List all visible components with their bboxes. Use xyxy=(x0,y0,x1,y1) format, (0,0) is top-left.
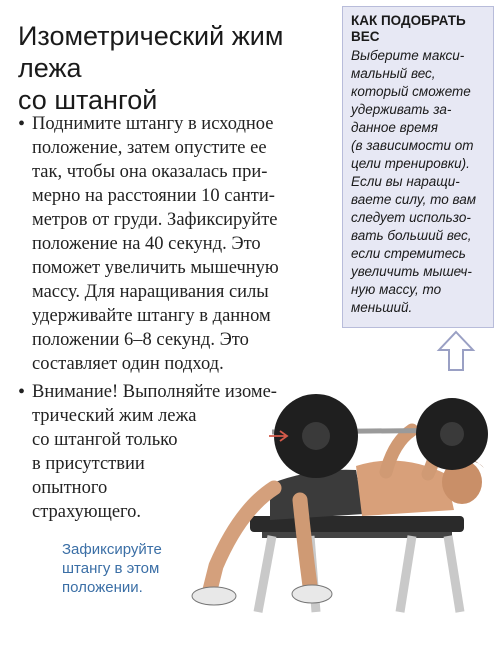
caption-line: штангу в этом xyxy=(62,560,160,577)
bullet-line: мерно на расстоянии 10 санти- xyxy=(32,186,275,206)
illustration-caption xyxy=(62,540,162,597)
bullet-line: так, чтобы она оказалась при- xyxy=(32,162,268,182)
sidebar-line: Выберите макси- xyxy=(351,48,465,63)
sidebar-line: следует использо- xyxy=(351,210,471,225)
right-arrow-icon xyxy=(268,430,290,442)
bullet-line: в присутствии xyxy=(32,454,145,474)
sidebar-title-line: ВЕС xyxy=(351,29,380,44)
sidebar-line: меньший. xyxy=(351,300,413,315)
sidebar-title xyxy=(351,13,485,45)
bullet-line: составляет один подход. xyxy=(32,354,224,374)
title-line: со штангой xyxy=(18,85,158,115)
sidebar-line: цели тренировки). xyxy=(351,156,470,171)
bullet-line: • Поднимите штангу в исходное xyxy=(32,114,274,134)
sidebar-line: если стремитесь xyxy=(351,246,466,261)
sidebar-line: который сможете xyxy=(351,84,471,99)
sidebar-line: удерживать за- xyxy=(351,102,452,117)
sidebar-line: (в зависимости от xyxy=(351,138,474,153)
weight-tip-sidebar xyxy=(342,6,494,328)
sidebar-line: мальный вес, xyxy=(351,66,436,81)
bullet-line: опытного xyxy=(32,478,108,498)
caption-line: Зафиксируйте xyxy=(62,541,162,558)
sidebar-line: данное время xyxy=(351,120,438,135)
sidebar-line: ную массу, то xyxy=(351,282,442,297)
bullet-line: со штангой только xyxy=(32,430,178,450)
bullet-line: положении 6–8 секунд. Это xyxy=(32,330,249,350)
title-line: Изометрический жим xyxy=(18,21,284,51)
sidebar-line: Если вы наращи- xyxy=(351,174,460,189)
bench-press-illustration xyxy=(150,390,504,640)
sidebar-line: увеличить мышеч- xyxy=(351,264,472,279)
sidebar-title-line: КАК ПОДОБРАТЬ xyxy=(351,13,466,28)
up-arrow-outline-icon xyxy=(436,330,476,372)
bullet-line: удерживайте штангу в данном xyxy=(32,306,271,326)
bullet-line: положение на 40 секунд. Это xyxy=(32,234,261,254)
sidebar-line: вать больший вес, xyxy=(351,228,472,243)
sidebar-line: ваете силу, то вам xyxy=(351,192,477,207)
bullet-line: • Внимание! Выполняйте изоме- xyxy=(32,382,277,402)
title-line: лежа xyxy=(18,53,82,83)
bullet-line: метров от груди. Зафиксируйте xyxy=(32,210,278,230)
bullet-line: положение, затем опустите ее xyxy=(32,138,267,158)
bench xyxy=(250,516,464,612)
caption-line: положении. xyxy=(62,579,143,596)
article-title xyxy=(18,20,336,116)
bullet-line: страхующего. xyxy=(32,502,142,522)
sidebar-text xyxy=(351,47,485,317)
instruction-bullet xyxy=(18,112,338,376)
bullet-line: массу. Для наращивания силы xyxy=(32,282,269,302)
bullet-line: трический жим лежа xyxy=(32,406,197,426)
bullet-line: поможет увеличить мышечную xyxy=(32,258,279,278)
